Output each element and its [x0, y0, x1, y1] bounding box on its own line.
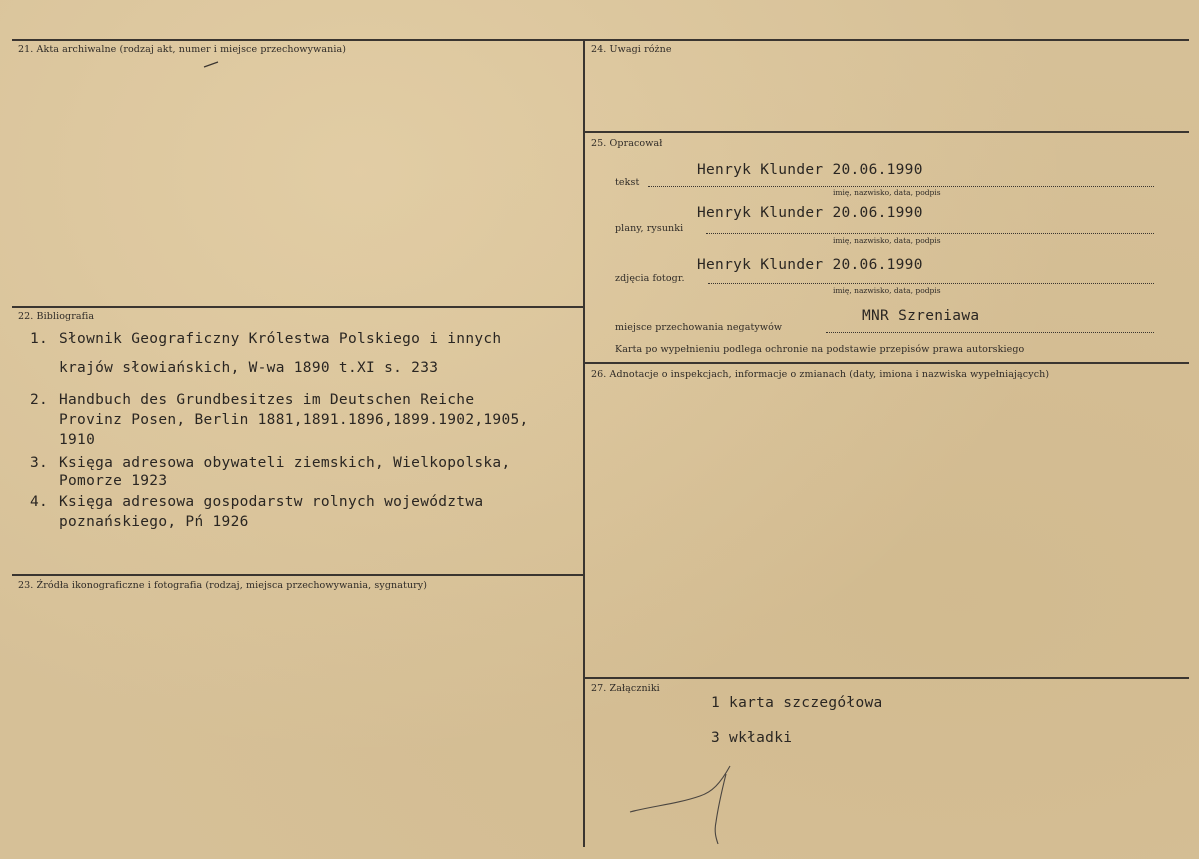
- center-divider: [583, 39, 585, 847]
- author-drawings-value: Henryk Klunder 20.06.1990: [697, 205, 923, 221]
- field-21-label: 21. Akta archiwalne (rodzaj akt, numer i miejsce przechowywania): [18, 44, 347, 55]
- bib-item-4-num: 4.: [30, 494, 49, 510]
- negatives-label: miejsce przechowania negatywów: [615, 322, 783, 333]
- author-text-label: tekst: [615, 177, 640, 188]
- bib-item-1-line-1: Słownik Geograficzny Królestwa Polskiego i innych: [59, 331, 502, 347]
- field-22-label: 22. Bibliografia: [18, 311, 95, 322]
- divider-26-27: [585, 677, 1189, 679]
- author-text-line: [648, 186, 1154, 187]
- negatives-value: MNR Szreniawa: [862, 308, 980, 324]
- bib-item-3-line-1: Księga adresowa obywateli ziemskich, Wielkopolska,: [59, 455, 511, 471]
- bib-item-1-line-2: krajów słowiańskich, W-wa 1890 t.XI s. 233: [59, 360, 439, 376]
- pencil-tick-mark: [202, 58, 222, 70]
- author-photos-line: [708, 283, 1154, 284]
- author-drawings-line: [706, 233, 1154, 234]
- author-photos-caption: imię, nazwisko, data, podpis: [833, 286, 941, 295]
- author-text-value: Henryk Klunder 20.06.1990: [697, 162, 923, 178]
- field-27-label: 27. Załączniki: [591, 683, 660, 694]
- negatives-line: [826, 332, 1154, 333]
- field-25-label: 25. Opracował: [591, 138, 663, 149]
- field-23-label: 23. Źródła ikonograficzne i fotografia (rodzaj, miejsca przechowywania, sygnatury): [18, 580, 428, 591]
- field-26-label: 26. Adnotacje o inspekcjach, informacje o zmianach (daty, imiona i nazwiska wypełniających): [591, 369, 1050, 380]
- bib-item-3-line-2: Pomorze 1923: [59, 473, 168, 489]
- divider-22-23: [12, 574, 583, 576]
- author-text-caption: imię, nazwisko, data, podpis: [833, 188, 941, 197]
- field-24-label: 24. Uwagi różne: [591, 44, 672, 55]
- attachment-2: 3 wkładki: [711, 730, 793, 746]
- attachment-1: 1 karta szczegółowa: [711, 695, 883, 711]
- bib-item-2-line-2: Provinz Posen, Berlin 1881,1891.1896,1899.1902,1905,: [59, 412, 529, 428]
- divider-25-26: [585, 362, 1189, 364]
- bib-item-1-num: 1.: [30, 331, 49, 347]
- pencil-signature-mark: [622, 760, 752, 850]
- top-rule: [12, 39, 1189, 41]
- bib-item-3-num: 3.: [30, 455, 49, 471]
- bib-item-4-line-1: Księga adresowa gospodarstw rolnych województwa: [59, 494, 484, 510]
- author-photos-value: Henryk Klunder 20.06.1990: [697, 257, 923, 273]
- copyright-note: Karta po wypełnieniu podlega ochronie na podstawie przepisów prawa autorskiego: [615, 344, 1025, 355]
- divider-24-25: [585, 131, 1189, 133]
- bib-item-2-num: 2.: [30, 392, 49, 408]
- author-drawings-caption: imię, nazwisko, data, podpis: [833, 236, 941, 245]
- author-photos-label: zdjęcia fotogr.: [615, 273, 685, 284]
- bib-item-4-line-2: poznańskiego, Pń 1926: [59, 514, 249, 530]
- bib-item-2-line-3: 1910: [59, 432, 96, 448]
- bib-item-2-line-1: Handbuch des Grundbesitzes im Deutschen Reiche: [59, 392, 475, 408]
- divider-21-22: [12, 306, 583, 308]
- author-drawings-label: plany, rysunki: [615, 223, 684, 234]
